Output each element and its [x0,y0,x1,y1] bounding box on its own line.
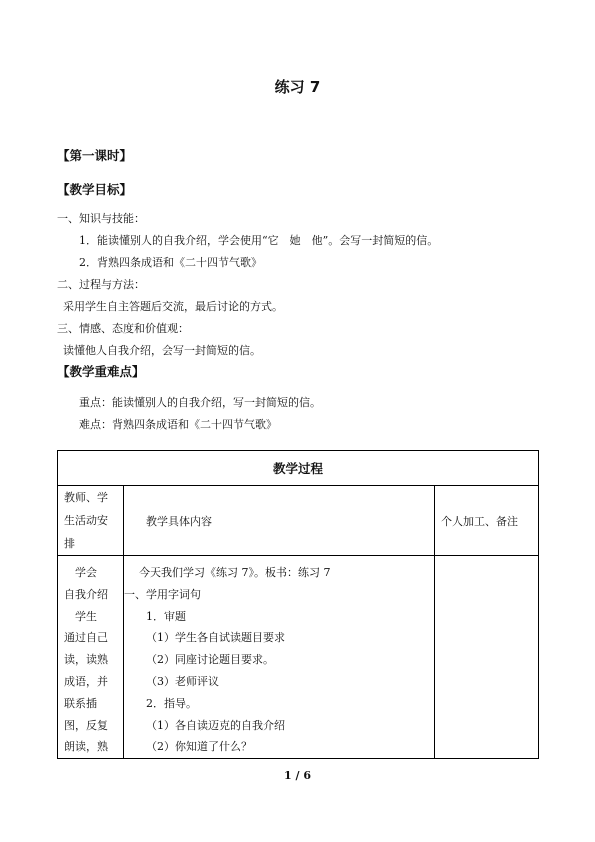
page-number: 1 / 6 [284,769,311,782]
difficult-point: 难点：背熟四条成语和《二十四节气歌》 [79,418,277,431]
activity-line: 读，读熟 [64,653,108,667]
activity-cell [58,556,124,759]
activity-line: 成语，并 [64,674,108,688]
difficulties-heading: 【教学重难点】 [57,364,145,379]
notes-cell [435,556,539,759]
header-activity [58,486,124,556]
page-title: 练习 7 [274,78,321,96]
content-line: （1）学生各自试读题目要求 [146,631,285,645]
content-cell [124,556,435,759]
goal-1-heading: 一、知识与技能： [57,212,145,225]
header-activity-line-2: 生活动安 [64,514,108,527]
activity-line: 自我介绍 [64,587,108,601]
content-line: （3）老师评议 [146,674,219,688]
content-line: 2．指导。 [146,696,197,710]
header-notes: 个人加工、备注 [435,486,539,556]
goal-1-item-1: 1．能读懂别人的自我介绍，学会使用“它 她 他”。会写一封简短的信。 [79,234,439,247]
activity-line: 联系插 [64,696,97,710]
header-activity-line-1: 教师、学 [64,491,108,504]
activity-line: 朗读，熟 [64,740,108,754]
goal-3-item: 读懂他人自我介绍，会写一封简短的信。 [63,344,261,357]
content-line: 1．审题 [146,609,186,623]
content-line: （2）同座讨论题目要求。 [146,653,274,667]
goal-2-item: 采用学生自主答题后交流，最后讨论的方式。 [63,300,283,313]
activity-line: 通过自己 [64,631,108,645]
key-point: 重点：能读懂别人的自我介绍，写一封简短的信。 [79,396,321,409]
activity-line: 图，反复 [64,718,108,732]
content-line: 一、学用字词句 [124,587,201,601]
goals-heading: 【教学目标】 [57,182,133,197]
content-line: （1）各自读迈克的自我介绍 [146,718,285,732]
header-activity-line-3: 排 [64,537,75,550]
activity-line: 学生 [64,609,97,623]
lesson-heading: 【第一课时】 [57,148,133,163]
activity-line: 学会 [64,566,97,579]
goal-2-heading: 二、过程与方法： [57,278,145,291]
content-line: （2）你知道了什么？ [146,740,252,754]
goal-3-heading: 三、情感、态度和价值观： [57,322,189,335]
content-line: 今天我们学习《练习 7》。板书：练习 7 [139,566,331,579]
process-title: 教学过程 [58,451,539,486]
header-content: 教学具体内容 [124,486,435,556]
process-table [57,450,539,759]
goal-1-item-2: 2．背熟四条成语和《二十四节气歌》 [79,256,262,269]
